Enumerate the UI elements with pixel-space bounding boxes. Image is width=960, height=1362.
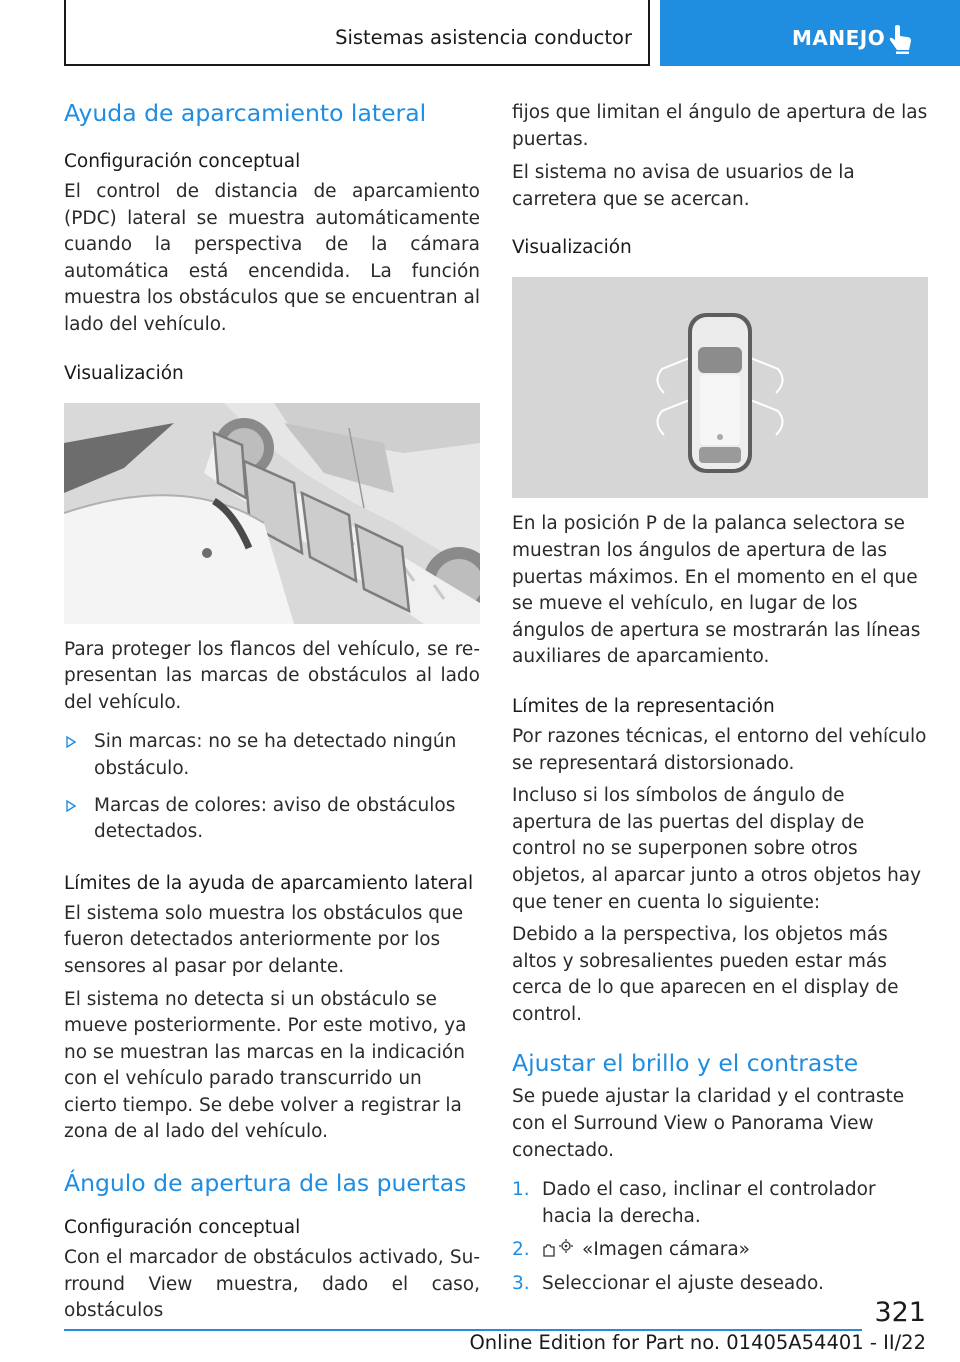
list-item: 3. Seleccionar el ajuste deseado. xyxy=(512,1273,824,1295)
footer-edition: Online Edition for Part no. 01405A54401 - II/22 xyxy=(469,1331,926,1354)
triangle-bullet-icon xyxy=(66,736,76,748)
heading-door-opening-angle: Ángulo de apertura de las puertas xyxy=(64,1169,467,1198)
paragraph-concept-2: Con el marcador de obstáculos activado, Surround View muestra, dado el caso, obstáculos xyxy=(64,1247,480,1322)
paragraph-overlay: Incluso si los símbolos de ángulo de apertura de las puertas del display de control no se superponen sobre otros objetos, al aparcar junto a otros objetos hay que tener en cuenta lo siguiente: xyxy=(512,785,922,913)
left-column xyxy=(64,98,480,1325)
subheading-display: Visualización xyxy=(64,362,184,384)
camera-settings-icon xyxy=(542,1238,574,1258)
paragraph-selector-position: En la posición P de la palanca selectora se muestran los ángulos de apertura de las puertas máximos. En el momento en el que se mueve el vehículo, en lugar de los ángulos de apertura se mostrarán las líneas auxiliares de aparcamiento. xyxy=(512,513,921,668)
triangle-bullet-icon xyxy=(66,800,76,812)
list-item: 2. «Imagen cámara» xyxy=(512,1239,750,1261)
door-opening-angle-image xyxy=(512,277,928,498)
right-column xyxy=(512,100,928,1298)
subheading-representation-limits: Límites de la representación xyxy=(512,695,775,717)
heading-side-parking-aid: Ayuda de aparcamiento lateral xyxy=(64,99,427,127)
header-chapter-label: MANEJO xyxy=(792,26,886,50)
hand-pointer-icon xyxy=(888,24,914,54)
paragraph-distorted: Por razones técnicas, el entorno del vehículo se representará distorsionado. xyxy=(512,725,927,774)
paragraph-no-warning: El sistema no avisa de usuarios de la carretera que se acercan. xyxy=(512,162,855,210)
list-item: 1. Dado el caso, inclinar el controlador hacia la derecha. xyxy=(512,1179,876,1227)
subheading-display-2: Visualización xyxy=(512,237,632,259)
subheading-concept: Configuración conceptual xyxy=(64,151,301,172)
paragraph-adjust: Se puede ajustar la claridad y el contraste con el Surround View o Panorama View conectado. xyxy=(512,1086,905,1161)
page-number: 321 xyxy=(874,1297,926,1328)
header-chapter-tab xyxy=(660,0,960,66)
heading-brightness-contrast: Ajustar el brillo y el contraste xyxy=(512,1049,859,1078)
paragraph-limits-1: El sistema solo muestra los obstáculos que fueron detectados anteriormente por los sensores al pasar por delante. xyxy=(64,902,464,977)
paragraph-perspective: Debido a la perspectiva, los objetos más altos y sobresalientes pueden estar más cerca de lo que aparecen en el display de control. xyxy=(512,924,899,1025)
list-item: Marcas de colores: aviso de obstáculos detectados. xyxy=(64,793,480,846)
paragraph-limits-2: El sistema no detecta si un obstáculo se mueve posteriormente. Por este motivo, ya no se muestran las marcas en la indicación con el vehículo parado transcurrido un cierto tiempo. Se debe volver a registrar la zona de al lado del vehículo. xyxy=(64,988,467,1143)
subheading-limits: Límites de la ayuda de aparcamiento lateral xyxy=(64,872,474,894)
paragraph-flank-protection: Para proteger los flancos del vehículo, se representan las marcas de obstáculos al lado del vehículo. xyxy=(64,638,480,713)
paragraph-concept: El control de distancia de aparcamiento (PDC) lateral se muestra automáticamente cuando la perspectiva de la cámara automática está encendida. La función muestra los obstáculos que se encuentran al lado del vehículo. xyxy=(64,181,481,335)
side-parking-aid-image xyxy=(64,403,480,624)
list-item: Sin marcas: no se ha detectado ningún obstáculo. xyxy=(64,729,480,782)
header-section-box xyxy=(64,0,650,66)
subheading-concept-2: Configuración conceptual xyxy=(64,1217,301,1239)
paragraph-continuation: fijos que limitan el ángulo de apertura de las puertas. xyxy=(512,102,928,150)
header-section-title: Sistemas asistencia conductor xyxy=(335,26,632,49)
